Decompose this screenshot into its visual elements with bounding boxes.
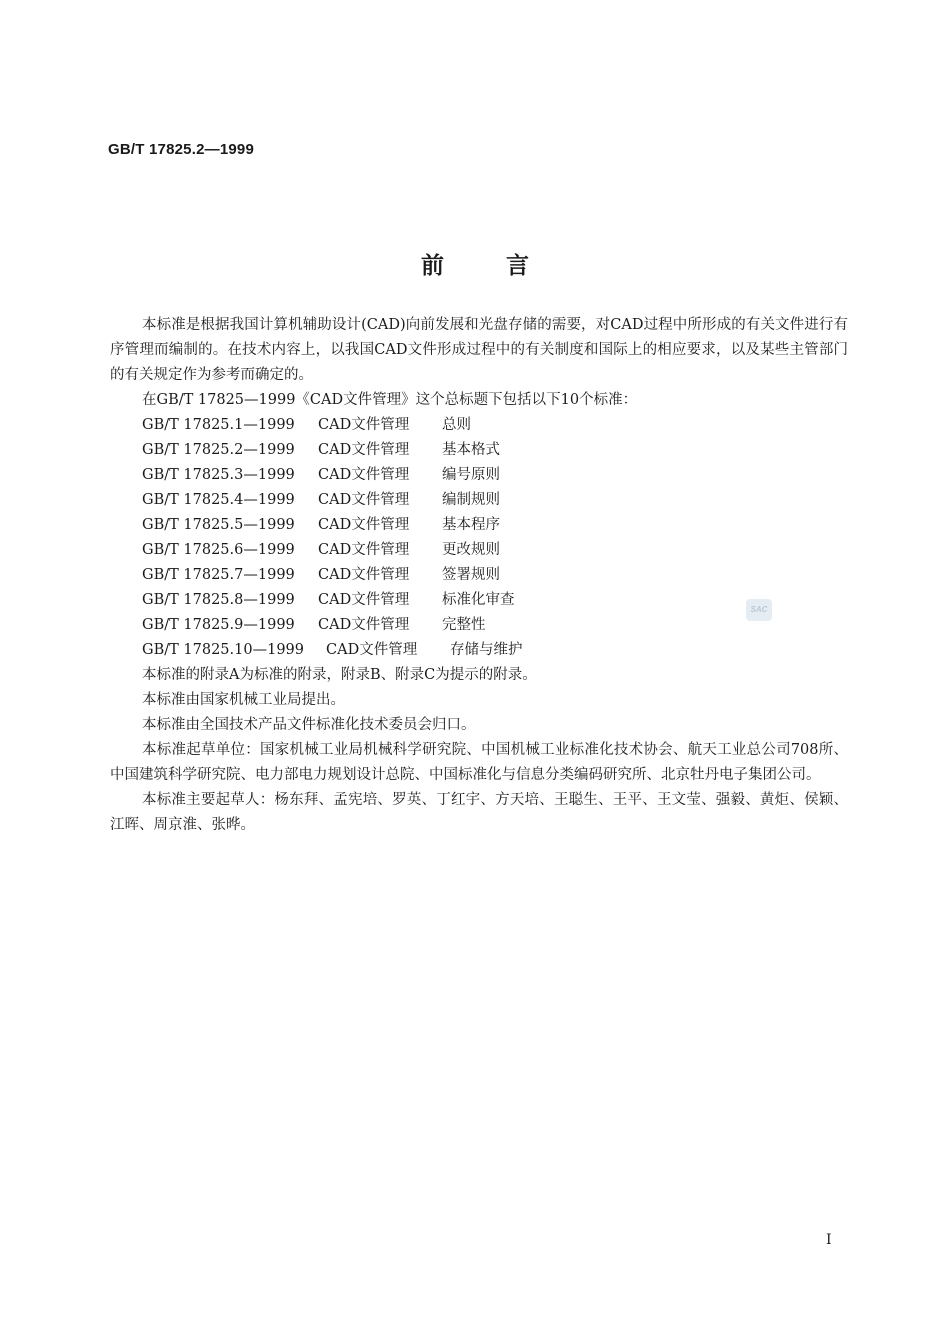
- part-name: CAD文件管理: [326, 642, 418, 658]
- list-item: [110, 513, 848, 538]
- part-code: GB/T 17825.8—1999: [142, 592, 295, 608]
- part-name: CAD文件管理: [318, 492, 410, 508]
- page-number: I: [826, 1232, 832, 1248]
- foreword-paragraph-drafters: 本标准主要起草人：杨东拜、孟宪培、罗英、丁红宇、方天培、王聪生、王平、王文莹、强毅、黄炬、侯颖、江晖、周京淮、张晔。: [110, 792, 848, 833]
- part-code: GB/T 17825.3—1999: [142, 467, 295, 483]
- part-subject: 总则: [442, 417, 471, 433]
- part-subject: 存储与维护: [450, 642, 523, 658]
- part-subject: 编号原则: [442, 467, 500, 483]
- list-item: [110, 413, 848, 438]
- part-name: CAD文件管理: [318, 542, 410, 558]
- standard-parts-list: [110, 413, 848, 663]
- part-subject: 更改规则: [442, 542, 500, 558]
- part-subject: 编制规则: [442, 492, 500, 508]
- part-subject: 标准化审查: [442, 592, 515, 608]
- page-title: 前言: [421, 252, 591, 279]
- part-subject: 签署规则: [442, 567, 500, 583]
- part-name: CAD文件管理: [318, 517, 410, 533]
- part-name: CAD文件管理: [318, 567, 410, 583]
- list-item: [110, 438, 848, 463]
- part-code: GB/T 17825.7—1999: [142, 567, 295, 583]
- foreword-paragraph-committee: 本标准由全国技术产品文件标准化技术委员会归口。: [142, 717, 476, 733]
- part-name: CAD文件管理: [318, 442, 410, 458]
- part-code: GB/T 17825.2—1999: [142, 442, 295, 458]
- list-item: [110, 613, 848, 638]
- part-code: GB/T 17825.6—1999: [142, 542, 295, 558]
- list-item: [110, 563, 848, 588]
- part-name: CAD文件管理: [318, 467, 410, 483]
- foreword-paragraph-annexes: 本标准的附录A为标准的附录，附录B、附录C为提示的附录。: [142, 667, 537, 683]
- standard-number-header: GB/T 17825.2—1999: [108, 141, 254, 158]
- part-name: CAD文件管理: [318, 592, 410, 608]
- foreword-paragraph-series: 在GB/T 17825—1999《CAD文件管理》这个总标题下包括以下10个标准：: [142, 392, 638, 408]
- part-subject: 基本格式: [442, 442, 500, 458]
- foreword-body: [110, 313, 848, 838]
- part-code: GB/T 17825.9—1999: [142, 617, 295, 633]
- part-code: GB/T 17825.4—1999: [142, 492, 295, 508]
- list-item: [110, 538, 848, 563]
- sac-watermark-logo: SAC: [746, 599, 772, 621]
- part-subject: 基本程序: [442, 517, 500, 533]
- part-code: GB/T 17825.5—1999: [142, 517, 295, 533]
- foreword-paragraph-intro: 本标准是根据我国计算机辅助设计(CAD)向前发展和光盘存储的需要，对CAD过程中所形成的有关文件进行有序管理而编制的。在技术内容上，以我国CAD文件形成过程中的有关制度和国际上的相应要求，以及某些主管部门的有关规定作为参考而确定的。: [110, 317, 848, 383]
- list-item: [110, 463, 848, 488]
- part-subject: 完整性: [442, 617, 486, 633]
- list-item: [110, 588, 848, 613]
- list-item: [110, 488, 848, 513]
- part-name: CAD文件管理: [318, 617, 410, 633]
- part-name: CAD文件管理: [318, 417, 410, 433]
- foreword-paragraph-proposer: 本标准由国家机械工业局提出。: [142, 692, 345, 708]
- foreword-paragraph-drafting-units: 本标准起草单位：国家机械工业局机械科学研究院、中国机械工业标准化技术协会、航天工业总公司708所、中国建筑科学研究院、电力部电力规划设计总院、中国标准化与信息分类编码研究所、北京牡丹电子集团公司。: [110, 742, 848, 783]
- part-code: GB/T 17825.1—1999: [142, 417, 295, 433]
- list-item: [110, 638, 848, 663]
- part-code: GB/T 17825.10—1999: [142, 642, 304, 658]
